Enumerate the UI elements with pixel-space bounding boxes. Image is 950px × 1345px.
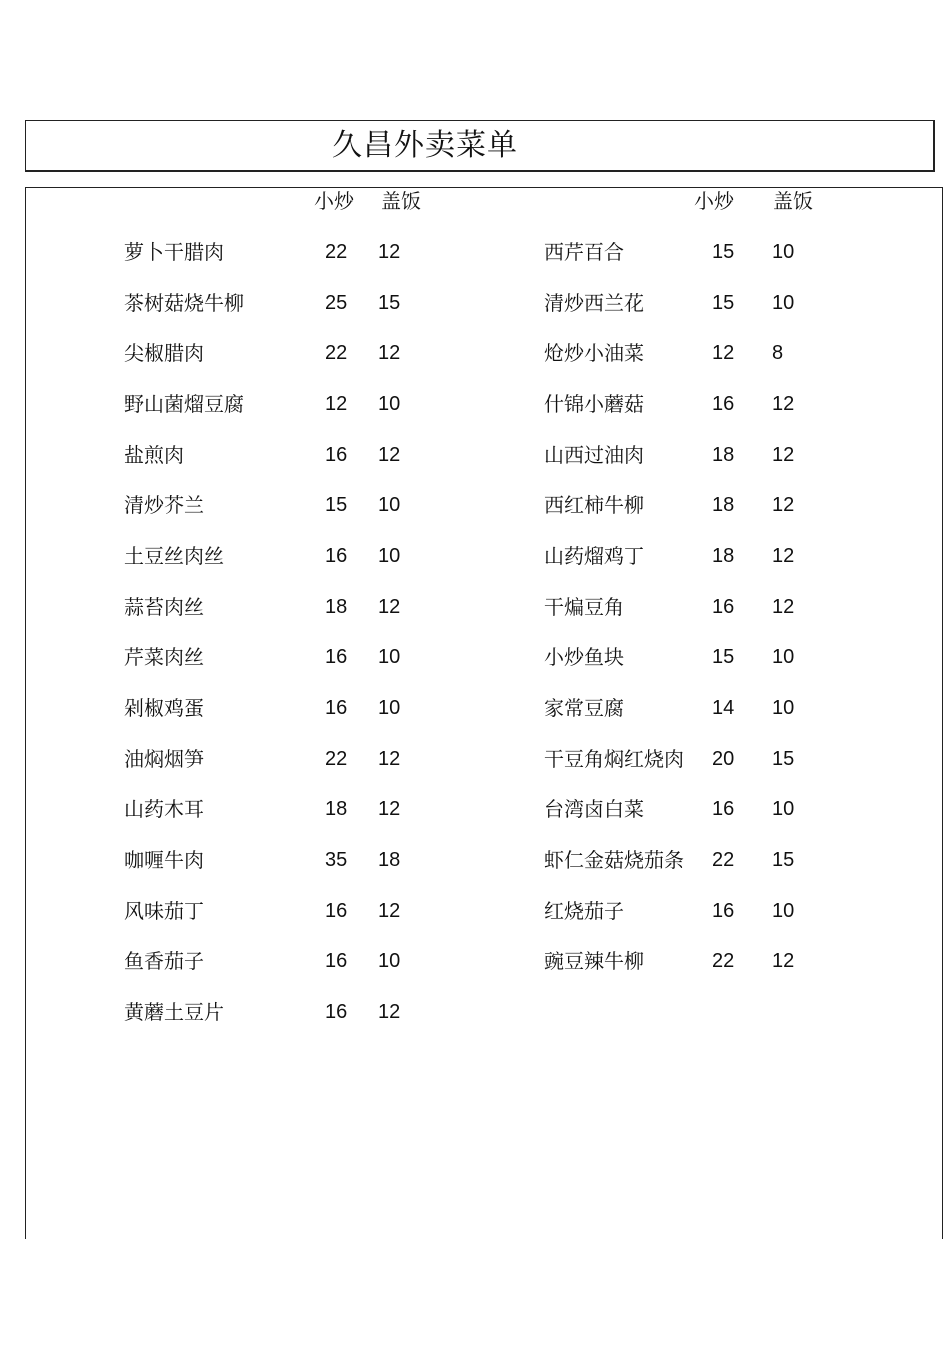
dish-name: 蒜苔肉丝 — [124, 594, 204, 619]
dish-name: 红烧茄子 — [544, 898, 624, 923]
dish-name: 风味茄丁 — [124, 898, 204, 923]
rice-bowl-price: 12 — [772, 544, 795, 567]
dish-name: 茶树菇烧牛柳 — [124, 290, 244, 315]
dish-name: 西红柿牛柳 — [544, 493, 644, 518]
rice-bowl-price: 12 — [378, 899, 401, 922]
rice-bowl-price: 10 — [378, 544, 401, 567]
rice-bowl-price: 10 — [772, 899, 795, 922]
small-fry-price: 16 — [325, 646, 348, 669]
small-fry-price: 20 — [712, 747, 735, 770]
dish-name: 小炒鱼块 — [544, 645, 624, 670]
dish-name: 萝卜干腊肉 — [124, 240, 224, 264]
dish-name: 干煸豆角 — [544, 594, 624, 619]
small-fry-price: 16 — [325, 443, 348, 466]
rice-bowl-price: 12 — [772, 595, 795, 618]
rice-bowl-price: 12 — [378, 798, 401, 821]
small-fry-price: 12 — [712, 342, 735, 365]
left-header-rice-bowl: 盖饭 — [381, 189, 421, 213]
rice-bowl-price: 10 — [772, 646, 795, 669]
dish-name: 山西过油肉 — [544, 442, 644, 467]
dish-name: 油焖烟笋 — [124, 746, 204, 771]
dish-name: 西芹百合 — [544, 240, 624, 264]
dish-name: 清炒芥兰 — [124, 493, 204, 518]
rice-bowl-price: 12 — [378, 342, 401, 365]
rice-bowl-price: 10 — [772, 241, 795, 263]
rice-bowl-price: 12 — [378, 241, 401, 263]
menu-title: 久昌外卖菜单 — [332, 128, 518, 163]
small-fry-price: 22 — [712, 848, 735, 871]
small-fry-price: 14 — [712, 696, 735, 719]
small-fry-price: 16 — [712, 595, 735, 618]
small-fry-price: 18 — [325, 798, 348, 821]
dish-name: 台湾卤白菜 — [544, 797, 644, 822]
small-fry-price: 16 — [325, 544, 348, 567]
rice-bowl-price: 10 — [772, 291, 795, 314]
small-fry-price: 16 — [325, 1000, 348, 1023]
small-fry-price: 12 — [325, 392, 348, 415]
dish-name: 盐煎肉 — [124, 442, 184, 467]
small-fry-price: 16 — [712, 392, 735, 415]
dish-name: 虾仁金菇烧茄条 — [544, 847, 684, 872]
dish-name: 山药熘鸡丁 — [544, 543, 644, 568]
left-header-small-fry: 小炒 — [314, 189, 354, 213]
small-fry-price: 15 — [712, 241, 735, 263]
rice-bowl-price: 10 — [772, 798, 795, 821]
rice-bowl-price: 10 — [378, 696, 401, 719]
small-fry-price: 16 — [712, 798, 735, 821]
rice-bowl-price: 10 — [378, 494, 401, 517]
dish-name: 尖椒腊肉 — [124, 341, 204, 366]
small-fry-price: 22 — [712, 950, 735, 973]
dish-name: 鱼香茄子 — [124, 949, 204, 974]
dish-name: 清炒西兰花 — [544, 290, 644, 315]
dish-name: 山药木耳 — [124, 797, 204, 822]
dish-name: 干豆角焖红烧肉 — [544, 746, 684, 771]
small-fry-price: 18 — [712, 443, 735, 466]
rice-bowl-price: 12 — [378, 443, 401, 466]
dish-name: 野山菌熘豆腐 — [124, 391, 244, 416]
small-fry-price: 18 — [712, 544, 735, 567]
small-fry-price: 15 — [325, 494, 348, 517]
small-fry-price: 18 — [325, 595, 348, 618]
small-fry-price: 16 — [712, 899, 735, 922]
rice-bowl-price: 10 — [378, 392, 401, 415]
dish-name: 豌豆辣牛柳 — [544, 949, 644, 974]
dish-name: 什锦小蘑菇 — [544, 391, 644, 416]
dish-name: 芹菜肉丝 — [124, 645, 204, 670]
rice-bowl-price: 12 — [772, 443, 795, 466]
dish-name: 剁椒鸡蛋 — [124, 695, 204, 720]
rice-bowl-price: 15 — [772, 747, 795, 770]
dish-name: 黄蘑土豆片 — [124, 999, 224, 1024]
rice-bowl-price: 15 — [378, 291, 401, 314]
rice-bowl-price: 12 — [772, 494, 795, 517]
right-header-small-fry: 小炒 — [694, 189, 734, 213]
rice-bowl-price: 12 — [772, 950, 795, 973]
rice-bowl-price: 12 — [378, 595, 401, 618]
rice-bowl-price: 8 — [772, 342, 784, 365]
rice-bowl-price: 12 — [378, 747, 401, 770]
rice-bowl-price: 18 — [378, 848, 401, 871]
small-fry-price: 22 — [325, 747, 348, 770]
right-header-rice-bowl: 盖饭 — [773, 189, 813, 213]
small-fry-price: 16 — [325, 899, 348, 922]
small-fry-price: 15 — [712, 646, 735, 669]
small-fry-price: 25 — [325, 291, 348, 314]
dish-name: 咖喱牛肉 — [124, 847, 204, 872]
small-fry-price: 22 — [325, 342, 348, 365]
rice-bowl-price: 15 — [772, 848, 795, 871]
rice-bowl-price: 12 — [378, 1000, 401, 1023]
rice-bowl-price: 10 — [378, 950, 401, 973]
dish-name: 炝炒小油菜 — [544, 341, 644, 366]
small-fry-price: 16 — [325, 696, 348, 719]
rice-bowl-price: 10 — [378, 646, 401, 669]
small-fry-price: 16 — [325, 950, 348, 973]
small-fry-price: 18 — [712, 494, 735, 517]
dish-name: 土豆丝肉丝 — [124, 543, 224, 568]
small-fry-price: 35 — [325, 848, 348, 871]
rice-bowl-price: 10 — [772, 696, 795, 719]
small-fry-price: 15 — [712, 291, 735, 314]
dish-name: 家常豆腐 — [544, 695, 624, 720]
small-fry-price: 22 — [325, 241, 348, 263]
rice-bowl-price: 12 — [772, 392, 795, 415]
